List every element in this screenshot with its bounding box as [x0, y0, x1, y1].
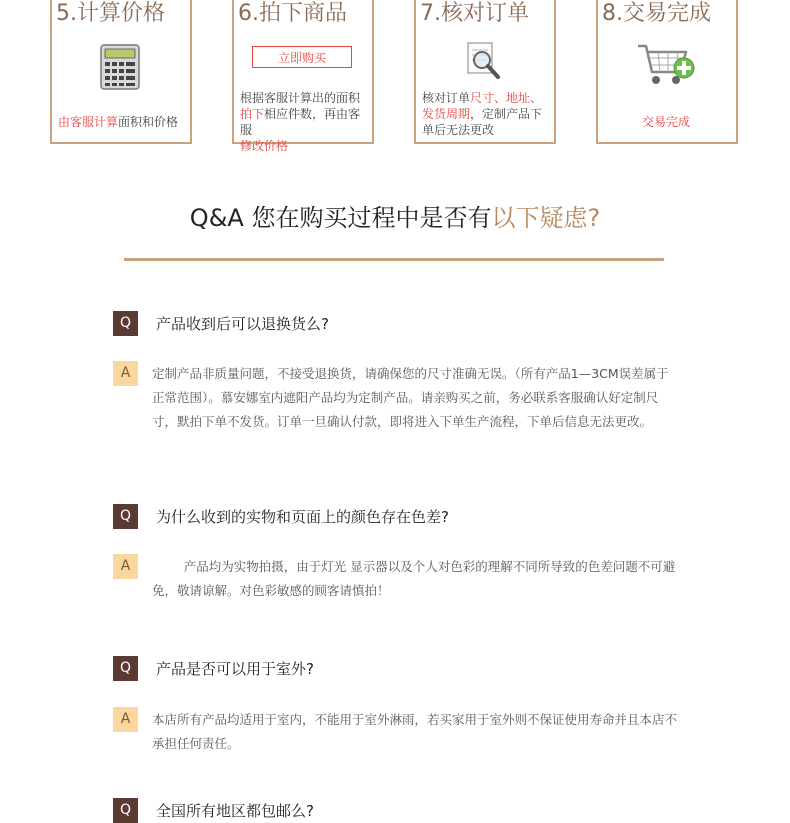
- question-text: 全国所有地区都包邮么?: [156, 802, 314, 820]
- step-calculate-price: [50, 0, 192, 144]
- answer-text: 本店所有产品均适用于室内，不能用于室外淋雨，若买家用于室外则不保证使用寿命并且本店不承担任何责任。: [152, 712, 678, 751]
- shopping-cart-add-icon: [636, 40, 696, 92]
- step-title: 5.计算价格: [56, 1, 165, 26]
- question-badge: Q: [113, 798, 138, 823]
- order-process-steps: [50, 0, 740, 153]
- step-description: 根据客服计算出的面积 拍下相应件数，再由客服 修改价格: [240, 91, 361, 153]
- step-title: 6.拍下商品: [238, 1, 347, 26]
- answer-text: 产品均为实物拍摄，由于灯光 显示器以及个人对色彩的理解不同所导致的色差问题不可避免，敬请谅解。对色彩敏感的顾客请慎拍！: [152, 559, 676, 598]
- step-description: 交易完成: [641, 115, 690, 129]
- step-place-order: [232, 0, 374, 153]
- answer-badge: A: [113, 707, 138, 732]
- answer-badge: A: [113, 361, 138, 386]
- calculator-icon: [100, 44, 140, 90]
- step-transaction-complete: [596, 0, 738, 144]
- step-description: 核对订单尺寸、地址、发货周期，定制产品下单后无法更改: [422, 91, 543, 137]
- question-text: 产品收到后可以退换货么?: [156, 315, 329, 333]
- question-text: 产品是否可以用于室外?: [156, 660, 314, 678]
- step-title: 8.交易完成: [602, 1, 711, 26]
- step-title: 7.核对订单: [420, 1, 529, 26]
- answer-text: 定制产品非质量问题，不接受退换货，请确保您的尺寸准确无误。（所有产品1—3CM误差属于正常范围）。慕安娜室内遮阳产品均为定制产品。请亲购买之前，务必联系客服确认好定制尺寸，默拍下单不发货。订单一旦确认付款，即将进入下单生产流程，下单后信息无法更改。: [152, 366, 669, 429]
- question-badge: Q: [113, 504, 138, 529]
- step-verify-order: [414, 0, 556, 144]
- question-badge: Q: [113, 311, 138, 336]
- question-text: 为什么收到的实物和页面上的颜色存在色差?: [156, 508, 449, 526]
- heading-divider: [124, 258, 664, 261]
- answer-badge: A: [113, 554, 138, 579]
- question-badge: Q: [113, 656, 138, 681]
- qa-heading: Q&A 您在购买过程中是否有以下疑虑?: [189, 204, 601, 232]
- buy-now-button[interactable]: 立即购买: [252, 46, 352, 68]
- magnifier-document-icon: [464, 40, 504, 82]
- step-description: 由客服计算面积和价格: [58, 115, 179, 129]
